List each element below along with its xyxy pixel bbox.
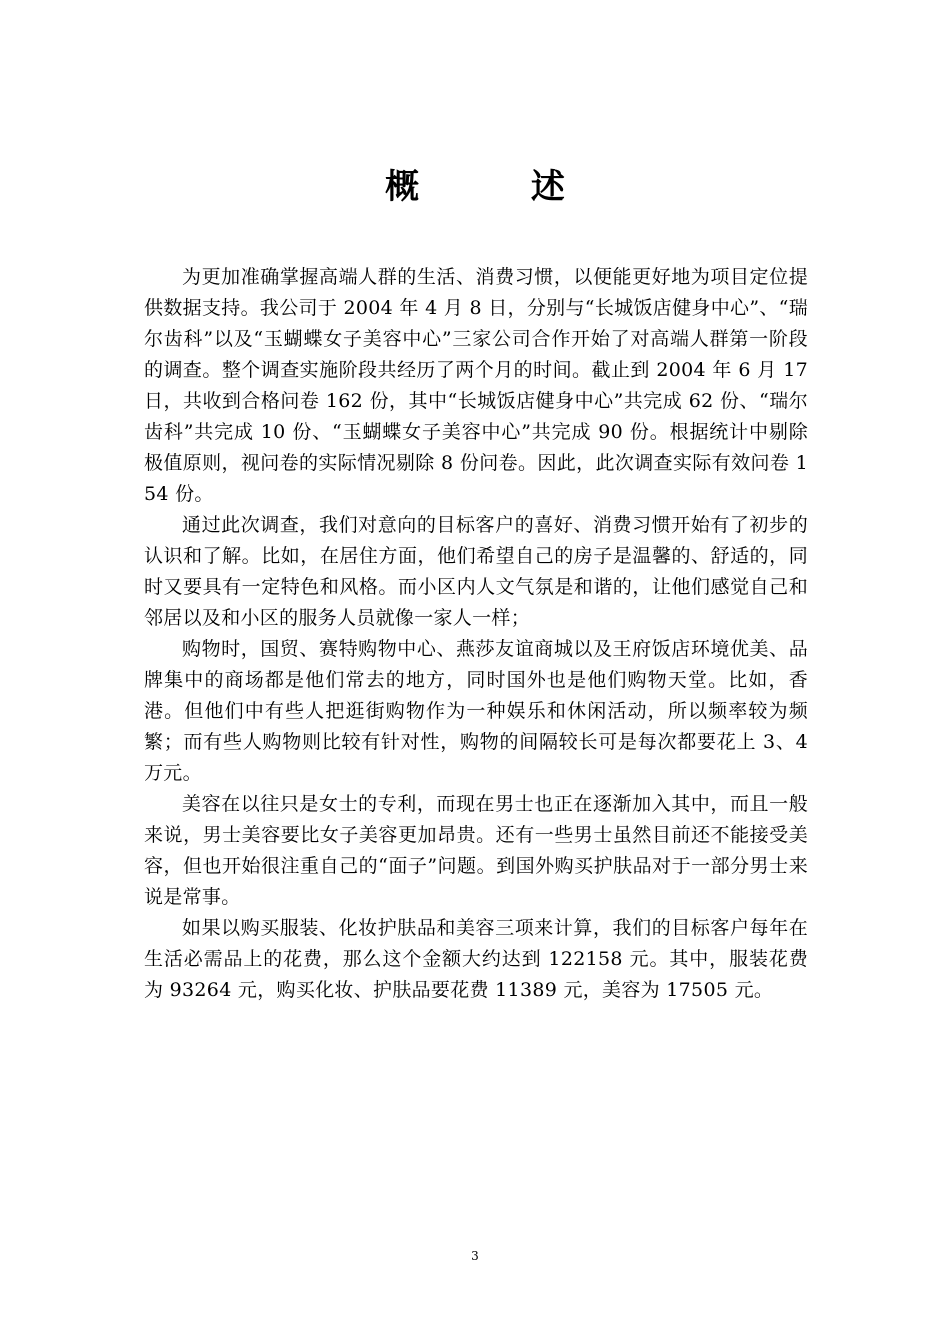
paragraph-beauty-habits: 美容在以往只是女士的专利，而现在男士也正在逐渐加入其中，而且一般来说，男士美容要比女子美容更加昂贵。还有一些男士虽然目前还不能接受美容，但也开始很注重自己的“面子”问题。到国外购买护肤品对于一部分男士来说是常事。: [144, 793, 808, 908]
paragraph-housing-preferences: 通过此次调查，我们对意向的目标客户的喜好、消费习惯开始有了初步的认识和了解。比如，在居住方面，他们希望自己的房子是温馨的、舒适的，同时又要具有一定特色和风格。而小区内人文气氛是和谐的，让他们感觉自己和邻居以及和小区的服务人员就像一家人一样；: [144, 514, 808, 629]
paragraph-shopping-habits: 购物时，国贸、赛特购物中心、燕莎友谊商城以及王府饭店环境优美、品牌集中的商场都是他们常去的地方，同时国外也是他们购物天堂。比如，香港。但他们中有些人把逛街购物作为一种娱乐和休闲活动，所以频率较为频繁；而有些人购物则比较有针对性，购物的间隔较长可是每次都要花上 3、4 万元。: [144, 638, 808, 784]
page-number: 3: [471, 1249, 479, 1263]
page-title: 概 述: [385, 167, 615, 207]
paragraph-spending-summary: 如果以购买服装、化妆护肤品和美容三项来计算，我们的目标客户每年在生活必需品上的花费，那么这个金额大约达到 122158 元。其中，服装花费为 93264 元，购买化妆、护肤品要花费 11389 元，美容为 17505 元。: [144, 917, 808, 1001]
document-body: [144, 262, 808, 1006]
paragraph-survey-overview: 为更加准确掌握高端人群的生活、消费习惯，以便能更好地为项目定位提供数据支持。我公司于 2004 年 4 月 8 日，分别与“长城饭店健身中心”、“瑞尔齿科”以及“玉蝴蝶女子美容中心”三家公司合作开始了对高端人群第一阶段的调查。整个调查实施阶段共经历了两个月的时间。截止到 2004 年 6 月 17 日，共收到合格问卷 162 份，其中“长城饭店健身中心”共完成 62 份、“瑞尔齿科”共完成 10 份、“玉蝴蝶女子美容中心”共完成 90 份。根据统计中剔除极值原则，视问卷的实际情况剔除 8 份问卷。因此，此次调查实际有效问卷 154 份。: [144, 266, 808, 505]
